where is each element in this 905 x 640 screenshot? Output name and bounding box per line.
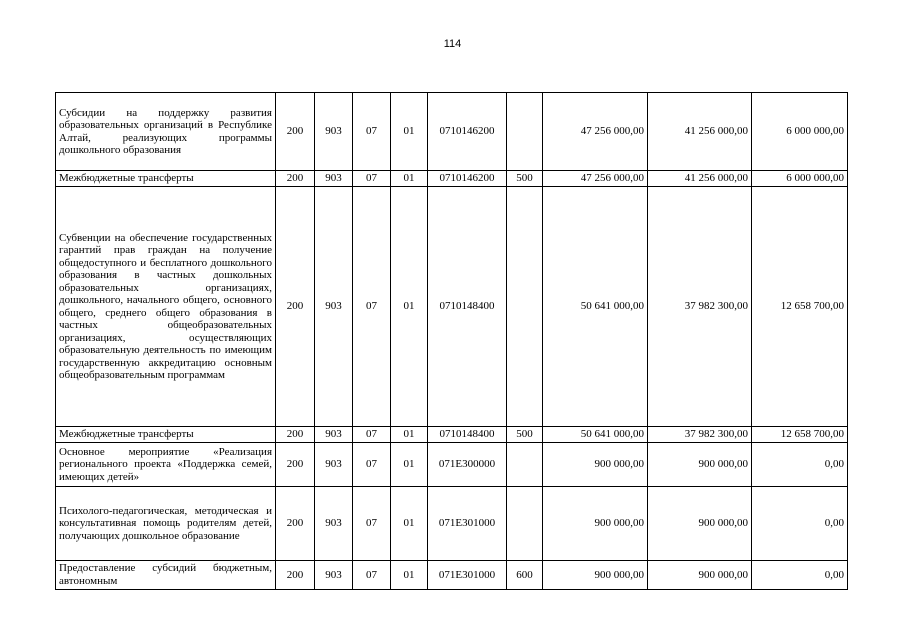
target-article: 071E300000 [428, 443, 507, 487]
target-article: 071E301000 [428, 561, 507, 590]
department-code: 903 [315, 443, 353, 487]
target-article: 0710148400 [428, 187, 507, 427]
ministry-code: 200 [276, 443, 315, 487]
table-row [56, 427, 848, 443]
row-name: Психолого-педагогическая, методическая и консультативная помощь родителям детей, получающих дошкольное образование [56, 487, 276, 561]
amount-3: 0,00 [752, 561, 848, 590]
amount-1: 900 000,00 [543, 443, 648, 487]
row-name: Субвенции на обеспечение государственных гарантий прав граждан на получение общедоступного и бесплатного дошкольного образования в частных дошкольных образовательных организациях, дошкольного, начального общего, основного общего, среднего общего образования в частных общеобразовательных организациях, осуществляющих образовательную деятельность по имеющим государственную аккредитацию основным общеобразовательным программам [56, 187, 276, 427]
row-name: Предоставление субсидий бюджетным, автономным [59, 562, 272, 587]
table-row [56, 187, 848, 427]
table-row [56, 561, 848, 590]
subsection-code: 01 [391, 427, 428, 443]
row-name-cell [56, 561, 276, 590]
department-code: 903 [315, 93, 353, 171]
expense-type: 500 [507, 427, 543, 443]
table-row [56, 443, 848, 487]
amount-2: 37 982 300,00 [648, 187, 752, 427]
subsection-code: 01 [391, 187, 428, 427]
amount-1: 47 256 000,00 [543, 171, 648, 187]
expense-type [507, 93, 543, 171]
row-name: Межбюджетные трансферты [56, 171, 276, 187]
section-code: 07 [353, 561, 391, 590]
ministry-code: 200 [276, 427, 315, 443]
section-code: 07 [353, 187, 391, 427]
amount-1: 900 000,00 [543, 487, 648, 561]
subsection-code: 01 [391, 443, 428, 487]
amount-3: 0,00 [752, 487, 848, 561]
row-name: Субсидии на поддержку развития образовательных организаций в Республике Алтай, реализующих программы дошкольного образования [56, 93, 276, 171]
section-code: 07 [353, 171, 391, 187]
section-code: 07 [353, 443, 391, 487]
amount-3: 6 000 000,00 [752, 93, 848, 171]
subsection-code: 01 [391, 487, 428, 561]
target-article: 071E301000 [428, 487, 507, 561]
expense-type: 500 [507, 171, 543, 187]
department-code: 903 [315, 187, 353, 427]
table-row [56, 93, 848, 171]
subsection-code: 01 [391, 561, 428, 590]
section-code: 07 [353, 487, 391, 561]
ministry-code: 200 [276, 171, 315, 187]
target-article: 0710146200 [428, 171, 507, 187]
target-article: 0710148400 [428, 427, 507, 443]
ministry-code: 200 [276, 561, 315, 590]
subsection-code: 01 [391, 171, 428, 187]
table-row [56, 171, 848, 187]
section-code: 07 [353, 427, 391, 443]
amount-2: 900 000,00 [648, 561, 752, 590]
amount-2: 41 256 000,00 [648, 171, 752, 187]
amount-1: 50 641 000,00 [543, 427, 648, 443]
table-row [56, 487, 848, 561]
page-number: 114 [443, 38, 462, 50]
amount-1: 50 641 000,00 [543, 187, 648, 427]
target-article: 0710146200 [428, 93, 507, 171]
amount-1: 47 256 000,00 [543, 93, 648, 171]
amount-3: 12 658 700,00 [752, 187, 848, 427]
amount-3: 12 658 700,00 [752, 427, 848, 443]
amount-3: 6 000 000,00 [752, 171, 848, 187]
subsection-code: 01 [391, 93, 428, 171]
expense-type [507, 443, 543, 487]
expense-type: 600 [507, 561, 543, 590]
section-code: 07 [353, 93, 391, 171]
ministry-code: 200 [276, 487, 315, 561]
amount-2: 41 256 000,00 [648, 93, 752, 171]
amount-2: 900 000,00 [648, 487, 752, 561]
expense-type [507, 487, 543, 561]
row-name: Основное мероприятие «Реализация регионального проекта «Поддержка семей, имеющих детей» [56, 443, 276, 487]
budget-table [55, 92, 848, 590]
department-code: 903 [315, 561, 353, 590]
amount-3: 0,00 [752, 443, 848, 487]
ministry-code: 200 [276, 93, 315, 171]
department-code: 903 [315, 427, 353, 443]
amount-1: 900 000,00 [543, 561, 648, 590]
ministry-code: 200 [276, 187, 315, 427]
expense-type [507, 187, 543, 427]
department-code: 903 [315, 171, 353, 187]
row-name: Межбюджетные трансферты [56, 427, 276, 443]
amount-2: 900 000,00 [648, 443, 752, 487]
amount-2: 37 982 300,00 [648, 427, 752, 443]
department-code: 903 [315, 487, 353, 561]
